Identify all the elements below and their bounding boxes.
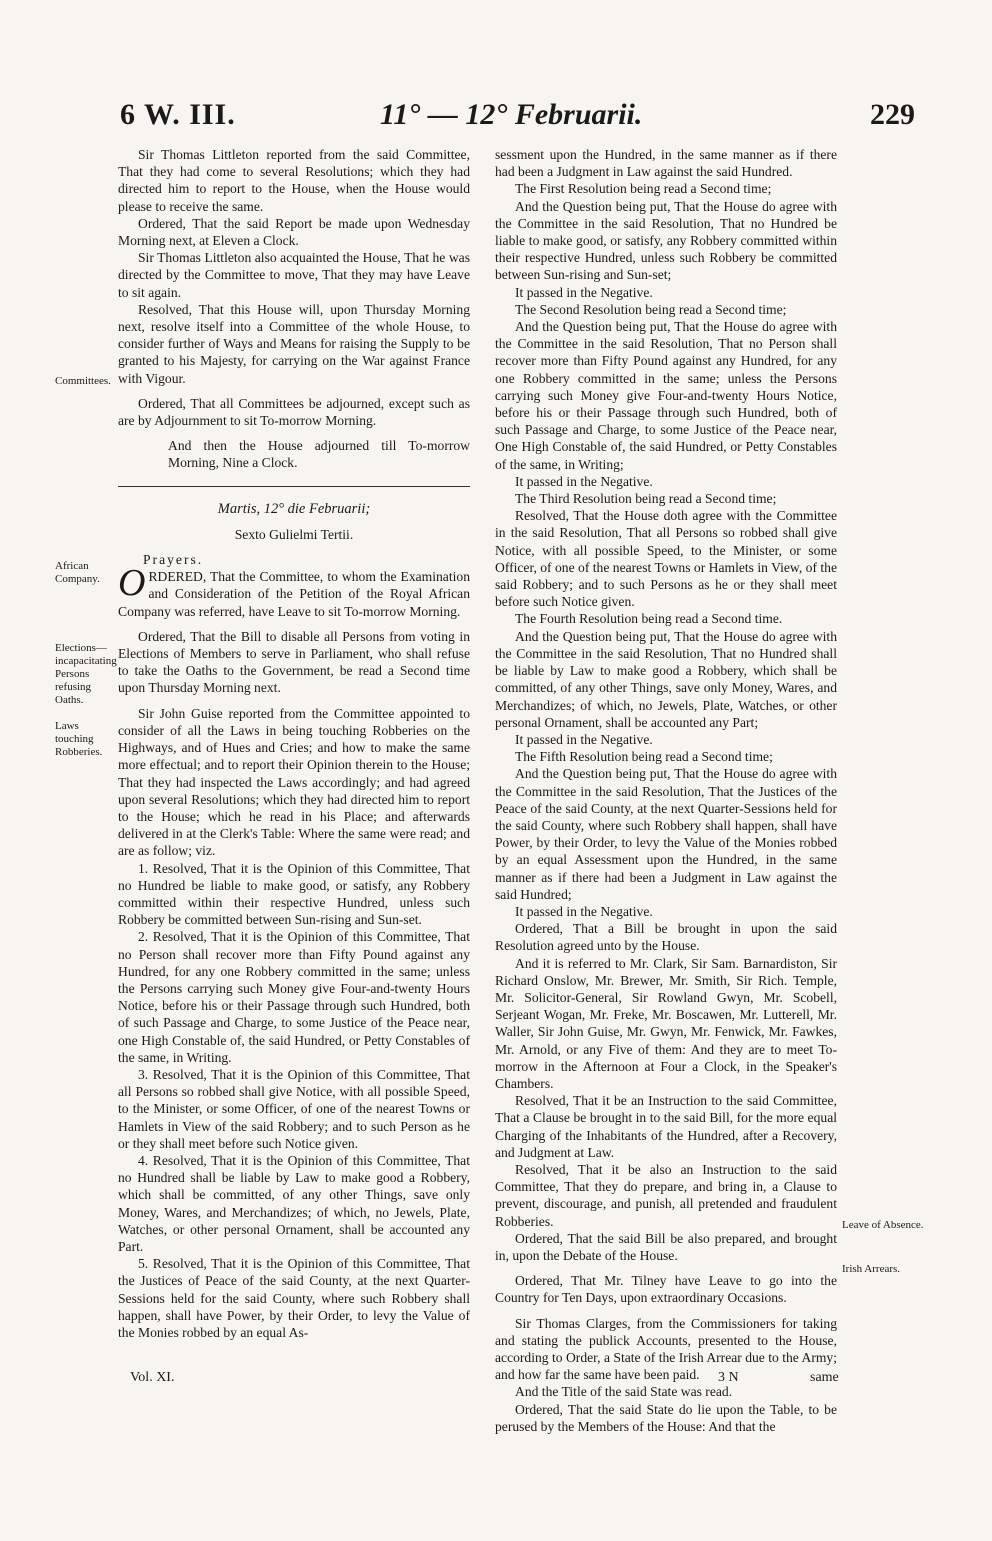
regnal-year: 6 W. III. <box>120 98 236 131</box>
page-number: 229 <box>870 98 915 131</box>
signature-mark: 3 N <box>718 1370 739 1385</box>
paragraph: Sir Thomas Littleton reported from the said Committee, That they had come to several Resolutions; which they had directed him to report to the House, when the House would please to receive the same. <box>118 147 470 214</box>
catchword: same <box>810 1370 839 1385</box>
paragraph: Sir Thomas Littleton also acquainted the House, That he was directed by the Committee to move, That they may have Leave to sit again. <box>118 250 470 300</box>
paragraph: It passed in the Negative. <box>515 284 653 300</box>
paragraph: And the Question being put, That the House do agree with the Committee in the said Resolution, That no Person shall recover more than Fifty Pound against any Hundred, for any one Robbery committed in the same; unless the Persons carrying such Money give Four-and-twenty Hours Notice, before his or their Passage through such Hundred, both of such Passage and Charge, to some Justice of the Peace near, One High Constable of, the said Hundred, or Petty Constables of the same, in Writing; <box>495 319 837 472</box>
margin-note-african: African Company. <box>55 560 100 585</box>
paragraph: Ordered, That the said Report be made upon Wednesday Morning next, at Eleven a Clock. <box>118 215 470 249</box>
paragraph: Resolved, That it be an Instruction to the said Committee, That a Clause be brought in to the said Bill, for the more equal Charging of the Inhabitants of the Hundred, after a Recovery, and Judgment at Law. <box>495 1093 837 1160</box>
paragraph: And the Question being put, That the House do agree with the Committee in the said Resolution, That no Hundred be liable to make good, or satisfy, any Robbery committed within their respective Hundred, unless such Robbery be committed between Sun-rising and Sun-set; <box>495 198 837 283</box>
prayers: Prayers. <box>143 552 204 568</box>
paragraph: The Fifth Resolution being read a Second time; <box>515 749 773 765</box>
paragraph: Ordered, That all Committees be adjourned, except such as are by Adjournment to sit To-morrow Morning. <box>118 395 470 429</box>
resolution: 1. Resolved, That it is the Opinion of this Committee, That no Hundred be liable to make good, or satisfy, any Robbery committed within their respective Hundred, unless such Robbery be committed between Sun-rising and Sun-set. <box>118 860 470 928</box>
running-header <box>0 98 992 138</box>
paragraph: sessment upon the Hundred, in the same manner as if there had been a Judgment in Law against the said Hundred. <box>495 147 837 180</box>
left-column <box>118 146 470 1341</box>
sitting-date: Martis, 12° die Februarii; <box>217 500 371 517</box>
resolution: 3. Resolved, That it is the Opinion of this Committee, That all Persons so robbed shall give Notice, with all possible Speed, to the Minister, or some Officer, of one of the nearest Towns or Hamlets in View of the said Robbery; and to such Person as he or they shall meet before such Notice given. <box>118 1066 470 1151</box>
paragraph: Ordered, That the Bill to disable all Persons from voting in Elections of Members to serve in Parliament, who shall refuse to take the Oaths to the Government, be read a Second time upon Thursday Morning next. <box>118 628 470 696</box>
paragraph: It passed in the Negative. <box>515 731 653 747</box>
paragraph: Sir John Guise reported from the Committee appointed to consider of all the Laws in being touching Robberies on the Highways, and of Hues and Cries; and how to make the same more effectual; and to report their Opinion therein to the House; That they had inspected the Laws accordingly; and had agreed upon several Resolutions; which they had directed him to report to the House; which he read in his Place; and afterwards delivered in at the Clerk's Table: Where the same were read; and are as follow; viz. <box>118 705 470 859</box>
paragraph: Ordered, That Mr. Tilney have Leave to go into the Country for Ten Days, upon extraordinary Occasions. <box>495 1273 837 1306</box>
resolution: 2. Resolved, That it is the Opinion of this Committee, That no Person shall recover more than Fifty Pound against any Hundred, for any one Robbery committed in the same; unless the Persons carrying such Money give Four-and-twenty Hours Notice, before his or their Passage through such Hundred, both of such Passage and Charge, to some Justice of the Peace near, one High Constable of, the said Hundred, or Petty Constables of the same, in Writing. <box>118 929 470 1065</box>
right-column <box>495 146 837 1435</box>
margin-note-leave: Leave of Absence. <box>842 1219 924 1231</box>
paragraph: It passed in the Negative. <box>515 903 653 919</box>
paragraph: The Fourth Resolution being read a Second time. <box>515 611 783 627</box>
drop-capital: O <box>118 562 146 605</box>
paragraph: Ordered, That the said Bill be also prepared, and brought in, upon the Debate of the House. <box>495 1230 837 1263</box>
volume-label: Vol. XI. <box>130 1370 175 1385</box>
paragraph: And the Question being put, That the House do agree with the Committee in the said Resolution, That the Justices of the Peace of the said County, at the next Quarter-Sessions held for the said County, where such Robbery shall happen, shall have Power, by their Order, to levy the Value of the Monies robbed by an equal Assessment upon the Hundred, in the same manner as if there had been a Judgment in Law against the said Hundred; <box>495 766 837 902</box>
paragraph: And the Title of the said State was read. <box>515 1384 733 1400</box>
margin-note-elections: Elections—incapacitating Persons refusing Oaths. <box>55 642 117 706</box>
margin-note-irish: Irish Arrears. <box>842 1263 901 1275</box>
paragraph: Ordered, That a Bill be brought in upon the said Resolution agreed unto by the House. <box>495 921 837 954</box>
resolution: 4. Resolved, That it is the Opinion of this Committee, That no Hundred shall be liable by Law to make good a Robbery, which shall be committed, of any other Things, save only Money, Wares, and Merchandizes; of which, no Jewels, Plate, Watches, or other personal Ornament, shall be accounted any Part. <box>118 1152 470 1254</box>
resolution: 5. Resolved, That it is the Opinion of this Committee, That the Justices of Peace of the said County, at the next Quarter-Sessions held for the said County, where such Robbery shall happen, shall have Power, by their Order, to levy the Value of the Monies robbed by an equal As- <box>118 1256 470 1340</box>
paragraph: And the Question being put, That the House do agree with the Committee in the said Resolution, That no Hundred shall be liable by Law to make good a Robbery, which shall be committed, of any other Things, save only Money, Wares, and Merchandizes; of which, no Jewels, Plate, Watches, or other personal Ornament, shall be accounted any Part; <box>495 628 837 730</box>
header-dates: 11° — 12° Februarii. <box>380 98 643 131</box>
regnal-line: Sexto Gulielmi Tertii. <box>234 526 354 542</box>
paragraph: Sir Thomas Clarges, from the Commissioners for taking and stating the publick Accounts, presented to the House, according to Order, a State of the Irish Arrear due to the Army; and how far the same have been paid. <box>495 1315 837 1383</box>
paragraph: Ordered, That the said State do lie upon the Table, to be perused by the Members of the House: And that the <box>495 1401 837 1434</box>
section-divider <box>118 486 470 487</box>
paragraph: ORDERED, That the Committee, to whom the Examination and Consideration of the Petition of the Royal African Company was referred, have Leave to sit To-morrow Morning. <box>118 562 470 619</box>
margin-note-laws: Laws touching Robberies. <box>55 720 103 758</box>
paragraph: And it is referred to Mr. Clark, Sir Sam. Barnardiston, Sir Richard Onslow, Mr. Brewer, Mr. Smith, Sir Rich. Temple, Mr. Solicitor-General, Sir Rowland Gwyn, Mr. Scobell, Serjeant Wogan, Mr. Freke, Mr. Boscawen, Mr. Lutterell, Mr. Waller, Sir John Guise, Mr. Gwyn, Mr. Fenwick, Mr. Fawkes, Mr. Arnold, or any Five of them: And they are to meet To-morrow in the Afternoon at Four a Clock, in the Speaker's Chambers. <box>495 955 837 1091</box>
paragraph: The First Resolution being read a Second time; <box>515 181 772 197</box>
paragraph: It passed in the Negative. <box>515 473 653 489</box>
paragraph: The Second Resolution being read a Second time; <box>515 301 787 317</box>
margin-note-committees: Committees. <box>55 375 111 387</box>
paragraph: The Third Resolution being read a Second time; <box>515 491 777 507</box>
paragraph: Resolved, That it be also an Instruction to the said Committee, That they do prepare, and bring in, a Clause to prevent, discourage, and punish, all pretended and fraudulent Robberies. <box>495 1161 837 1229</box>
paragraph: Resolved, That the House doth agree with the Committee in the said Resolution, That all Persons so robbed shall give Notice, with all possible Speed, to the Minister, or some Officer, of one of the nearest Towns or Hamlets in View, of the said Robbery; and to such Persons as he or they shall meet before such Notice given. <box>495 508 837 610</box>
paragraph: Resolved, That this House will, upon Thursday Morning next, resolve itself into a Committee of the whole House, to consider further of Ways and Means for raising the Supply to be granted to his Majesty, for carrying on the War against France with Vigour. <box>118 301 470 386</box>
adjournment: And then the House adjourned till To-morrow Morning, Nine a Clock. <box>168 438 470 471</box>
